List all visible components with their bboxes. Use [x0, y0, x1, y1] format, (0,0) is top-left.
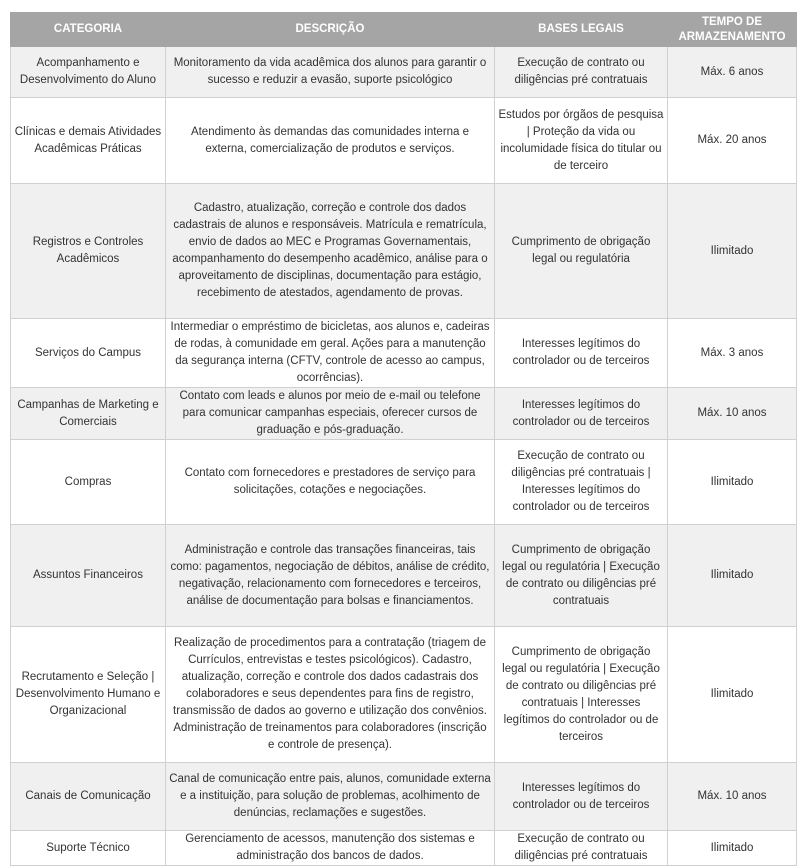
- cell-bases-legais: Interesses legítimos do controlador ou de terceiros: [495, 763, 668, 831]
- cell-categoria: Canais de Comunicação: [11, 763, 166, 831]
- table-row: [11, 627, 797, 763]
- cell-bases-legais: Estudos por órgãos de pesquisa | Proteção da vida ou incolumidade física do titular ou de terceiro: [495, 98, 668, 184]
- table-row: [11, 98, 797, 184]
- header-tempo-armazenamento: TEMPO DE ARMAZENAMENTO: [668, 13, 797, 47]
- cell-categoria: Registros e Controles Acadêmicos: [11, 184, 166, 319]
- cell-descricao: Realização de procedimentos para a contratação (triagem de Currículos, entrevistas e testes psicológicos). Cadastro, atualização, correção e controle dos dados cadastrais dos colaboradores e seus dependentes para fins de registro, transmissão de dados ao governo e utilização dos convênios. Administração de treinamentos para colaboradores (inscrição e controle de presença).: [166, 627, 495, 763]
- cell-descricao: Monitoramento da vida acadêmica dos alunos para garantir o sucesso e reduzir a evasão, suporte psicológico: [166, 47, 495, 98]
- table-row: [11, 388, 797, 440]
- cell-tempo: Ilimitado: [668, 525, 797, 627]
- cell-tempo: Ilimitado: [668, 184, 797, 319]
- cell-categoria: Recrutamento e Seleção | Desenvolvimento Humano e Organizacional: [11, 627, 166, 763]
- cell-bases-legais: Cumprimento de obrigação legal ou regulatória | Execução de contrato ou diligências pré contratuais | Interesses legítimos do controlador ou de terceiros: [495, 627, 668, 763]
- cell-tempo: Máx. 6 anos: [668, 47, 797, 98]
- cell-descricao: Gerenciamento de acessos, manutenção dos sistemas e administração dos bancos de dados.: [166, 831, 495, 866]
- header-categoria: CATEGORIA: [11, 13, 166, 47]
- cell-bases-legais: Cumprimento de obrigação legal ou regulatória | Execução de contrato ou diligências pré contratuais: [495, 525, 668, 627]
- table-row: [11, 184, 797, 319]
- cell-descricao: Canal de comunicação entre pais, alunos, comunidade externa e a instituição, para solução de problemas, acolhimento de denúncias, reclamações e sugestões.: [166, 763, 495, 831]
- cell-categoria: Compras: [11, 440, 166, 525]
- cell-tempo: Ilimitado: [668, 831, 797, 866]
- table-row: [11, 525, 797, 627]
- cell-tempo: Máx. 20 anos: [668, 98, 797, 184]
- cell-categoria: Campanhas de Marketing e Comerciais: [11, 388, 166, 440]
- cell-categoria: Assuntos Financeiros: [11, 525, 166, 627]
- cell-categoria: Serviços do Campus: [11, 319, 166, 388]
- table-header-row: [11, 13, 797, 47]
- cell-descricao: Atendimento às demandas das comunidades interna e externa, comercialização de produtos e serviços.: [166, 98, 495, 184]
- cell-bases-legais: Cumprimento de obrigação legal ou regulatória: [495, 184, 668, 319]
- cell-categoria: Acompanhamento e Desenvolvimento do Aluno: [11, 47, 166, 98]
- data-retention-table: [10, 12, 797, 866]
- cell-tempo: Máx. 3 anos: [668, 319, 797, 388]
- cell-bases-legais: Execução de contrato ou diligências pré contratuais: [495, 47, 668, 98]
- header-bases-legais: BASES LEGAIS: [495, 13, 668, 47]
- cell-descricao: Contato com fornecedores e prestadores de serviço para solicitações, cotações e negociações.: [166, 440, 495, 525]
- header-descricao: DESCRIÇÃO: [166, 13, 495, 47]
- cell-categoria: Suporte Técnico: [11, 831, 166, 866]
- cell-bases-legais: Interesses legítimos do controlador ou de terceiros: [495, 319, 668, 388]
- cell-tempo: Ilimitado: [668, 440, 797, 525]
- cell-descricao: Contato com leads e alunos por meio de e-mail ou telefone para comunicar campanhas especiais, oferecer cursos de graduação e pós-graduação.: [166, 388, 495, 440]
- table-row: [11, 763, 797, 831]
- cell-tempo: Máx. 10 anos: [668, 763, 797, 831]
- cell-tempo: Máx. 10 anos: [668, 388, 797, 440]
- cell-descricao: Cadastro, atualização, correção e controle dos dados cadastrais de alunos e responsáveis. Matrícula e rematrícula, envio de dados ao MEC e Programas Governamentais, acompanhamento do desempenho acadêmico, análise para o aproveitamento de disciplinas, documentação para estágio, recebimento de atestados, agendamento de provas.: [166, 184, 495, 319]
- table-row: [11, 47, 797, 98]
- table-row: [11, 319, 797, 388]
- table-row: [11, 831, 797, 866]
- table-row: [11, 440, 797, 525]
- cell-descricao: Administração e controle das transações financeiras, tais como: pagamentos, negociação de débitos, análise de crédito, negativação, relacionamento com fornecedores e terceiros, análise de documentação para bolsas e financiamentos.: [166, 525, 495, 627]
- cell-categoria: Clínicas e demais Atividades Acadêmicas Práticas: [11, 98, 166, 184]
- cell-tempo: Ilimitado: [668, 627, 797, 763]
- cell-descricao: Intermediar o empréstimo de bicicletas, aos alunos e, cadeiras de rodas, à comunidade em geral. Ações para a manutenção da segurança interna (CFTV, controle de acesso ao campus, ocorrências).: [166, 319, 495, 388]
- cell-bases-legais: Execução de contrato ou diligências pré contratuais | Interesses legítimos do controlador ou de terceiros: [495, 440, 668, 525]
- cell-bases-legais: Interesses legítimos do controlador ou de terceiros: [495, 388, 668, 440]
- cell-bases-legais: Execução de contrato ou diligências pré contratuais: [495, 831, 668, 866]
